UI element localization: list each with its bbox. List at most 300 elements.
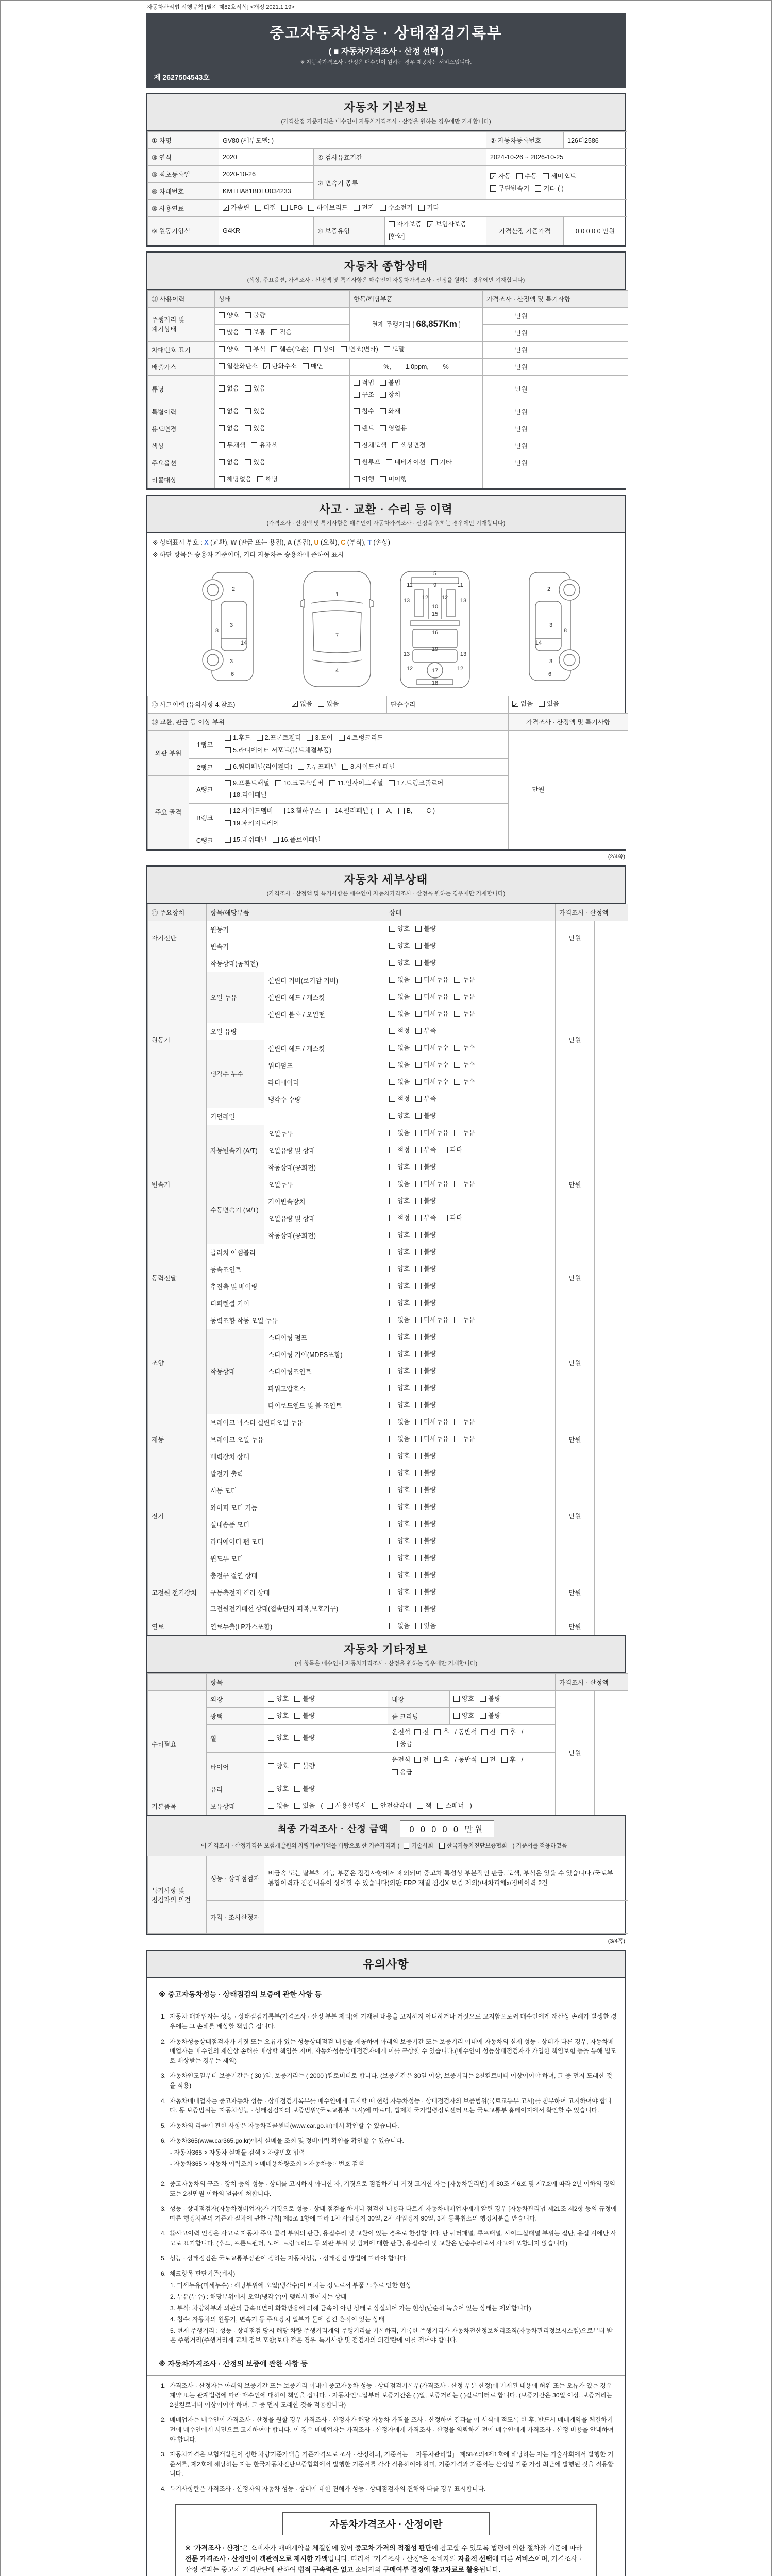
checkbox-cell[interactable] — [215, 375, 350, 403]
checkbox-icon[interactable] — [415, 1334, 422, 1340]
checkbox-cell[interactable] — [221, 758, 509, 775]
checkbox-icon[interactable] — [354, 425, 360, 431]
checkbox-option[interactable] — [279, 805, 321, 818]
checkbox-cell[interactable] — [215, 454, 350, 471]
checkbox-icon[interactable] — [389, 1147, 395, 1153]
checkbox-icon[interactable] — [480, 1713, 486, 1719]
checkbox-icon[interactable] — [389, 1555, 395, 1561]
checkbox-icon[interactable] — [245, 312, 251, 318]
checkbox-icon[interactable] — [414, 1757, 421, 1763]
checkbox-option[interactable] — [292, 698, 312, 710]
checkbox-icon[interactable] — [342, 764, 348, 770]
checkbox-icon[interactable] — [380, 392, 386, 398]
checkbox-cell[interactable] — [385, 1278, 556, 1295]
checkbox-icon[interactable] — [219, 346, 225, 352]
checkbox-option[interactable] — [389, 1127, 410, 1140]
checkbox-icon[interactable] — [415, 960, 422, 966]
checkbox-icon[interactable] — [392, 1769, 398, 1775]
checkbox-option[interactable] — [389, 1399, 410, 1412]
checkbox-option[interactable] — [257, 732, 301, 744]
checkbox-icon[interactable] — [389, 926, 395, 932]
checkbox-option[interactable] — [268, 1800, 289, 1812]
checkbox-cell[interactable] — [350, 375, 483, 403]
checkbox-option[interactable] — [415, 1484, 436, 1497]
checkbox-icon[interactable] — [341, 346, 347, 352]
checkbox-icon[interactable] — [415, 1368, 422, 1374]
checkbox-cell[interactable] — [264, 1707, 388, 1724]
checkbox-option[interactable] — [354, 422, 374, 435]
checkbox-option[interactable] — [481, 1726, 496, 1739]
checkbox-cell[interactable] — [385, 1584, 556, 1601]
checkbox-cell[interactable] — [385, 1397, 556, 1414]
checkbox-option[interactable] — [427, 218, 466, 231]
checkbox-icon[interactable] — [389, 1487, 395, 1493]
checkbox-option[interactable] — [415, 1025, 436, 1038]
checkbox-option[interactable] — [219, 361, 258, 373]
checkbox-option[interactable] — [454, 1059, 475, 1072]
checkbox-option[interactable] — [294, 1783, 315, 1795]
checkbox-cell[interactable] — [385, 1482, 556, 1499]
checkbox-option[interactable] — [294, 1710, 315, 1722]
checkbox-option[interactable] — [251, 439, 278, 452]
checkbox-icon[interactable] — [414, 1729, 421, 1735]
checkbox-option[interactable] — [225, 818, 279, 830]
checkbox-icon[interactable] — [225, 820, 231, 826]
checkbox-icon[interactable] — [389, 1317, 395, 1323]
checkbox-icon[interactable] — [415, 1623, 422, 1629]
checkbox-icon[interactable] — [389, 1232, 395, 1238]
checkbox-icon[interactable] — [257, 476, 263, 482]
checkbox-option[interactable] — [342, 761, 395, 773]
checkbox-option[interactable] — [415, 1569, 436, 1582]
checkbox-cell[interactable] — [350, 471, 483, 488]
checkbox-cell[interactable] — [385, 1346, 556, 1363]
checkbox-icon[interactable] — [442, 1215, 448, 1221]
checkbox-option[interactable] — [389, 1569, 410, 1582]
checkbox-option[interactable] — [415, 1263, 436, 1276]
checkbox-icon[interactable] — [389, 1351, 395, 1357]
checkbox-icon[interactable] — [389, 1436, 395, 1442]
checkbox-option[interactable] — [454, 991, 475, 1004]
checkbox-icon[interactable] — [225, 764, 231, 770]
checkbox-icon[interactable] — [481, 1729, 488, 1735]
checkbox-icon[interactable] — [454, 1181, 460, 1187]
checkbox-option[interactable] — [298, 761, 337, 773]
checkbox-icon[interactable] — [389, 1572, 395, 1578]
checkbox-cell[interactable] — [385, 1244, 556, 1261]
checkbox-option[interactable] — [273, 834, 321, 846]
checkbox-icon[interactable] — [415, 1589, 422, 1595]
checkbox-icon[interactable] — [219, 363, 225, 369]
checkbox-icon[interactable] — [389, 1249, 395, 1255]
checkbox-icon[interactable] — [268, 1803, 274, 1809]
checkbox-icon[interactable] — [454, 1062, 460, 1068]
checked-checkbox-icon[interactable] — [512, 701, 518, 707]
checkbox-cell[interactable] — [385, 1261, 556, 1278]
checkbox-option[interactable] — [414, 1726, 429, 1739]
checkbox-icon[interactable] — [389, 1300, 395, 1306]
checkbox-icon[interactable] — [415, 1079, 422, 1085]
checkbox-icon[interactable] — [307, 735, 313, 741]
checkbox-option[interactable] — [354, 202, 374, 214]
checkbox-icon[interactable] — [219, 329, 225, 335]
checkbox-icon[interactable] — [378, 808, 384, 814]
checkbox-icon[interactable] — [454, 1436, 460, 1442]
checkbox-option[interactable] — [268, 1783, 289, 1795]
checkbox-option[interactable] — [384, 344, 405, 356]
checkbox-icon[interactable] — [281, 205, 288, 211]
checkbox-icon[interactable] — [404, 1843, 409, 1849]
checkbox-option[interactable] — [339, 732, 383, 744]
checkbox-option[interactable] — [389, 1059, 410, 1072]
checkbox-icon[interactable] — [294, 1786, 300, 1792]
checkbox-icon[interactable] — [389, 1113, 395, 1119]
checkbox-icon[interactable] — [415, 1300, 422, 1306]
checkbox-option[interactable] — [389, 1008, 410, 1021]
checkbox-icon[interactable] — [389, 1538, 395, 1544]
checkbox-icon[interactable] — [415, 1521, 422, 1527]
checkbox-option[interactable] — [454, 1178, 475, 1191]
checkbox-cell[interactable] — [385, 1618, 556, 1635]
checkbox-icon[interactable] — [268, 1713, 274, 1719]
checkbox-option[interactable] — [219, 473, 251, 486]
checkbox-icon[interactable] — [415, 1266, 422, 1272]
checkbox-option[interactable] — [490, 171, 511, 183]
checkbox-icon[interactable] — [415, 1062, 422, 1068]
checkbox-icon[interactable] — [219, 459, 225, 465]
checkbox-option[interactable] — [245, 422, 265, 435]
checkbox-option[interactable] — [490, 183, 529, 195]
checkbox-icon[interactable] — [543, 173, 549, 179]
checkbox-option[interactable] — [415, 957, 436, 970]
checkbox-cell[interactable] — [385, 1057, 556, 1074]
checkbox-option[interactable] — [372, 1800, 411, 1812]
checkbox-icon[interactable] — [225, 837, 231, 843]
checkbox-icon[interactable] — [354, 380, 360, 386]
checkbox-option[interactable] — [380, 422, 407, 435]
checkbox-cell[interactable] — [388, 1724, 556, 1753]
checkbox-icon[interactable] — [389, 943, 395, 949]
checkbox-option[interactable] — [415, 1382, 436, 1395]
checkbox-icon[interactable] — [439, 1843, 445, 1849]
checkbox-icon[interactable] — [415, 1470, 422, 1476]
checkbox-icon[interactable] — [389, 977, 395, 983]
checkbox-option[interactable] — [415, 1212, 436, 1225]
checkbox-option[interactable] — [219, 439, 245, 452]
checkbox-option[interactable] — [512, 698, 533, 710]
checkbox-option[interactable] — [219, 405, 239, 418]
checkbox-option[interactable] — [434, 1726, 449, 1739]
checkbox-option[interactable] — [354, 473, 374, 486]
checkbox-icon[interactable] — [501, 1757, 508, 1763]
checkbox-option[interactable] — [454, 974, 475, 987]
checkbox-option[interactable] — [389, 1195, 410, 1208]
checkbox-option[interactable] — [389, 1484, 410, 1497]
checkbox-icon[interactable] — [354, 205, 360, 211]
checkbox-icon[interactable] — [225, 780, 231, 786]
checkbox-option[interactable] — [454, 1008, 475, 1021]
checkbox-option[interactable] — [268, 1732, 289, 1744]
checkbox-icon[interactable] — [384, 346, 390, 352]
checkbox-icon[interactable] — [219, 312, 225, 318]
checkbox-icon[interactable] — [389, 1385, 395, 1391]
checkbox-icon[interactable] — [415, 1028, 422, 1034]
checkbox-option[interactable] — [415, 1620, 436, 1633]
checkbox-option[interactable] — [442, 1144, 462, 1157]
checkbox-icon[interactable] — [392, 442, 398, 448]
checkbox-option[interactable] — [392, 1738, 412, 1751]
checkbox-icon[interactable] — [380, 408, 386, 414]
checkbox-icon[interactable] — [415, 1419, 422, 1425]
checkbox-icon[interactable] — [389, 1062, 395, 1068]
checkbox-cell[interactable] — [215, 403, 350, 420]
checkbox-icon[interactable] — [354, 476, 360, 482]
checkbox-cell[interactable] — [509, 696, 628, 713]
checked-checkbox-icon[interactable] — [490, 173, 496, 179]
checkbox-icon[interactable] — [389, 1402, 395, 1408]
checkbox-cell[interactable] — [385, 1142, 556, 1159]
checkbox-option[interactable] — [389, 1263, 410, 1276]
checkbox-cell[interactable] — [385, 1040, 556, 1057]
checkbox-icon[interactable] — [415, 1181, 422, 1187]
checkbox-option[interactable] — [389, 1501, 410, 1514]
checkbox-option[interactable] — [389, 1246, 410, 1259]
checkbox-icon[interactable] — [275, 780, 281, 786]
checkbox-cell[interactable] — [215, 341, 483, 358]
checkbox-icon[interactable] — [516, 173, 523, 179]
checkbox-option[interactable] — [415, 1331, 436, 1344]
checkbox-icon[interactable] — [415, 1096, 422, 1102]
checkbox-icon[interactable] — [389, 960, 395, 966]
checkbox-option[interactable] — [255, 202, 276, 214]
checkbox-icon[interactable] — [539, 701, 545, 707]
checkbox-icon[interactable] — [294, 1696, 300, 1702]
checkbox-option[interactable] — [543, 171, 576, 183]
checkbox-option[interactable] — [389, 1076, 410, 1089]
checkbox-icon[interactable] — [415, 1232, 422, 1238]
checkbox-cell[interactable] — [385, 1380, 556, 1397]
checkbox-icon[interactable] — [453, 1696, 460, 1702]
checkbox-icon[interactable] — [431, 459, 438, 465]
checkbox-cell[interactable] — [221, 804, 509, 832]
checkbox-option[interactable] — [245, 383, 265, 395]
checkbox-icon[interactable] — [294, 1735, 300, 1741]
checkbox-option[interactable] — [225, 777, 270, 790]
checkbox-icon[interactable] — [415, 1045, 422, 1051]
checkbox-icon[interactable] — [454, 1419, 460, 1425]
checkbox-option[interactable] — [389, 1229, 410, 1242]
checkbox-option[interactable] — [263, 361, 296, 373]
checkbox-cell[interactable] — [385, 1499, 556, 1516]
checkbox-icon[interactable] — [415, 1606, 422, 1612]
checkbox-option[interactable] — [378, 805, 393, 818]
checkbox-option[interactable] — [389, 1110, 410, 1123]
checkbox-icon[interactable] — [389, 1283, 395, 1289]
checkbox-option[interactable] — [415, 1229, 436, 1242]
checkbox-icon[interactable] — [418, 808, 424, 814]
checkbox-icon[interactable] — [389, 1521, 395, 1527]
checkbox-option[interactable] — [294, 1760, 315, 1773]
checkbox-option[interactable] — [318, 698, 339, 710]
checkbox-icon[interactable] — [480, 1696, 486, 1702]
checkbox-cell[interactable] — [385, 989, 556, 1006]
checkbox-option[interactable] — [389, 957, 410, 970]
checkbox-icon[interactable] — [415, 1538, 422, 1544]
checkbox-icon[interactable] — [245, 408, 251, 414]
checkbox-icon[interactable] — [318, 701, 324, 707]
checkbox-icon[interactable] — [415, 1130, 422, 1136]
checkbox-option[interactable] — [245, 327, 265, 339]
checkbox-icon[interactable] — [415, 1385, 422, 1391]
checkbox-cell[interactable] — [385, 1091, 556, 1108]
checkbox-icon[interactable] — [245, 425, 251, 431]
checkbox-option[interactable] — [389, 1314, 410, 1327]
checkbox-option[interactable] — [389, 1297, 410, 1310]
checkbox-icon[interactable] — [535, 185, 541, 192]
checkbox-icon[interactable] — [257, 735, 263, 741]
checkbox-icon[interactable] — [415, 977, 422, 983]
checkbox-option[interactable] — [268, 1693, 289, 1705]
checkbox-icon[interactable] — [389, 780, 395, 786]
checkbox-icon[interactable] — [329, 780, 335, 786]
checked-checkbox-icon[interactable] — [292, 701, 298, 707]
checkbox-option[interactable] — [389, 777, 443, 790]
checkbox-icon[interactable] — [442, 1147, 448, 1153]
checkbox-option[interactable] — [389, 1603, 410, 1616]
checkbox-icon[interactable] — [308, 205, 314, 211]
checkbox-icon[interactable] — [298, 764, 304, 770]
checkbox-icon[interactable] — [219, 385, 225, 392]
checkbox-option[interactable] — [454, 1042, 475, 1055]
checkbox-icon[interactable] — [415, 926, 422, 932]
checkbox-option[interactable] — [415, 923, 436, 936]
checkbox-option[interactable] — [501, 1754, 516, 1767]
checkbox-option[interactable] — [389, 1178, 410, 1191]
checkbox-icon[interactable] — [268, 1763, 274, 1769]
checkbox-icon[interactable] — [354, 392, 360, 398]
checkbox-option[interactable] — [454, 1416, 475, 1429]
checkbox-option[interactable] — [439, 1841, 507, 1852]
checkbox-cell[interactable] — [350, 454, 483, 471]
checkbox-icon[interactable] — [415, 1317, 422, 1323]
checkbox-icon[interactable] — [415, 1113, 422, 1119]
checkbox-option[interactable] — [481, 1754, 496, 1767]
checkbox-option[interactable] — [354, 377, 374, 389]
checkbox-icon[interactable] — [389, 1419, 395, 1425]
checkbox-cell[interactable] — [385, 1601, 556, 1618]
checkbox-cell[interactable] — [385, 1516, 556, 1533]
checkbox-icon[interactable] — [219, 442, 225, 448]
checkbox-option[interactable] — [415, 1433, 448, 1446]
checkbox-icon[interactable] — [389, 1470, 395, 1476]
checkbox-icon[interactable] — [389, 1011, 395, 1017]
checkbox-icon[interactable] — [327, 1803, 333, 1809]
checkbox-icon[interactable] — [389, 994, 395, 1000]
checkbox-icon[interactable] — [245, 346, 251, 352]
checkbox-option[interactable] — [389, 1093, 410, 1106]
checkbox-option[interactable] — [415, 1501, 436, 1514]
checkbox-option[interactable] — [245, 456, 265, 469]
checkbox-icon[interactable] — [219, 476, 225, 482]
checkbox-option[interactable] — [389, 1586, 410, 1599]
checkbox-icon[interactable] — [415, 1011, 422, 1017]
checkbox-option[interactable] — [354, 456, 380, 469]
checkbox-option[interactable] — [454, 1076, 475, 1089]
checkbox-cell[interactable] — [385, 1125, 556, 1142]
checkbox-icon[interactable] — [437, 1803, 443, 1809]
checkbox-option[interactable] — [404, 1841, 433, 1852]
checkbox-option[interactable] — [219, 344, 239, 356]
checkbox-option[interactable] — [341, 344, 378, 356]
checkbox-option[interactable] — [281, 202, 303, 214]
checkbox-option[interactable] — [415, 1297, 436, 1310]
checkbox-icon[interactable] — [415, 994, 422, 1000]
checkbox-cell[interactable] — [385, 1363, 556, 1380]
checkbox-cell[interactable] — [385, 1295, 556, 1312]
checkbox-icon[interactable] — [415, 1198, 422, 1204]
checkbox-icon[interactable] — [251, 442, 257, 448]
checkbox-icon[interactable] — [268, 1735, 274, 1741]
checkbox-icon[interactable] — [389, 1623, 395, 1629]
checkbox-icon[interactable] — [389, 1504, 395, 1510]
checkbox-cell[interactable] — [385, 955, 556, 972]
checkbox-option[interactable] — [415, 940, 436, 953]
checkbox-option[interactable] — [516, 171, 537, 183]
checkbox-option[interactable] — [453, 1693, 474, 1705]
checkbox-icon[interactable] — [418, 205, 425, 211]
checkbox-icon[interactable] — [380, 380, 386, 386]
checkbox-option[interactable] — [219, 456, 239, 469]
checkbox-icon[interactable] — [454, 1130, 460, 1136]
checkbox-icon[interactable] — [415, 1215, 422, 1221]
checkbox-icon[interactable] — [380, 425, 386, 431]
checkbox-cell[interactable] — [385, 1227, 556, 1244]
checkbox-option[interactable] — [389, 1348, 410, 1361]
checkbox-icon[interactable] — [245, 459, 251, 465]
checkbox-icon[interactable] — [326, 808, 332, 814]
checkbox-cell[interactable] — [450, 1690, 556, 1707]
checkbox-option[interactable] — [389, 1144, 410, 1157]
checkbox-option[interactable] — [314, 344, 335, 356]
checkbox-icon[interactable] — [415, 1249, 422, 1255]
checkbox-icon[interactable] — [389, 1453, 395, 1459]
checkbox-option[interactable] — [219, 383, 239, 395]
checkbox-option[interactable] — [389, 1280, 410, 1293]
checkbox-option[interactable] — [389, 1552, 410, 1565]
checkbox-icon[interactable] — [389, 1096, 395, 1102]
checkbox-icon[interactable] — [454, 1079, 460, 1085]
checkbox-option[interactable] — [389, 1042, 410, 1055]
checkbox-icon[interactable] — [294, 1803, 300, 1809]
checkbox-cell[interactable] — [385, 1210, 556, 1227]
checked-checkbox-icon[interactable] — [223, 205, 229, 211]
checkbox-icon[interactable] — [415, 1164, 422, 1170]
checkbox-icon[interactable] — [454, 1011, 460, 1017]
checkbox-cell[interactable] — [288, 696, 387, 713]
checkbox-icon[interactable] — [354, 459, 360, 465]
checkbox-option[interactable] — [308, 202, 347, 214]
checkbox-cell[interactable] — [385, 1193, 556, 1210]
checkbox-option[interactable] — [354, 405, 374, 418]
checkbox-cell[interactable] — [215, 307, 350, 324]
checkbox-option[interactable] — [431, 456, 452, 469]
checkbox-option[interactable] — [415, 1246, 436, 1259]
checkbox-option[interactable] — [415, 1314, 448, 1327]
checkbox-icon[interactable] — [415, 1351, 422, 1357]
checkbox-option[interactable] — [535, 183, 563, 195]
checkbox-icon[interactable] — [415, 1504, 422, 1510]
checkbox-option[interactable] — [454, 1127, 475, 1140]
